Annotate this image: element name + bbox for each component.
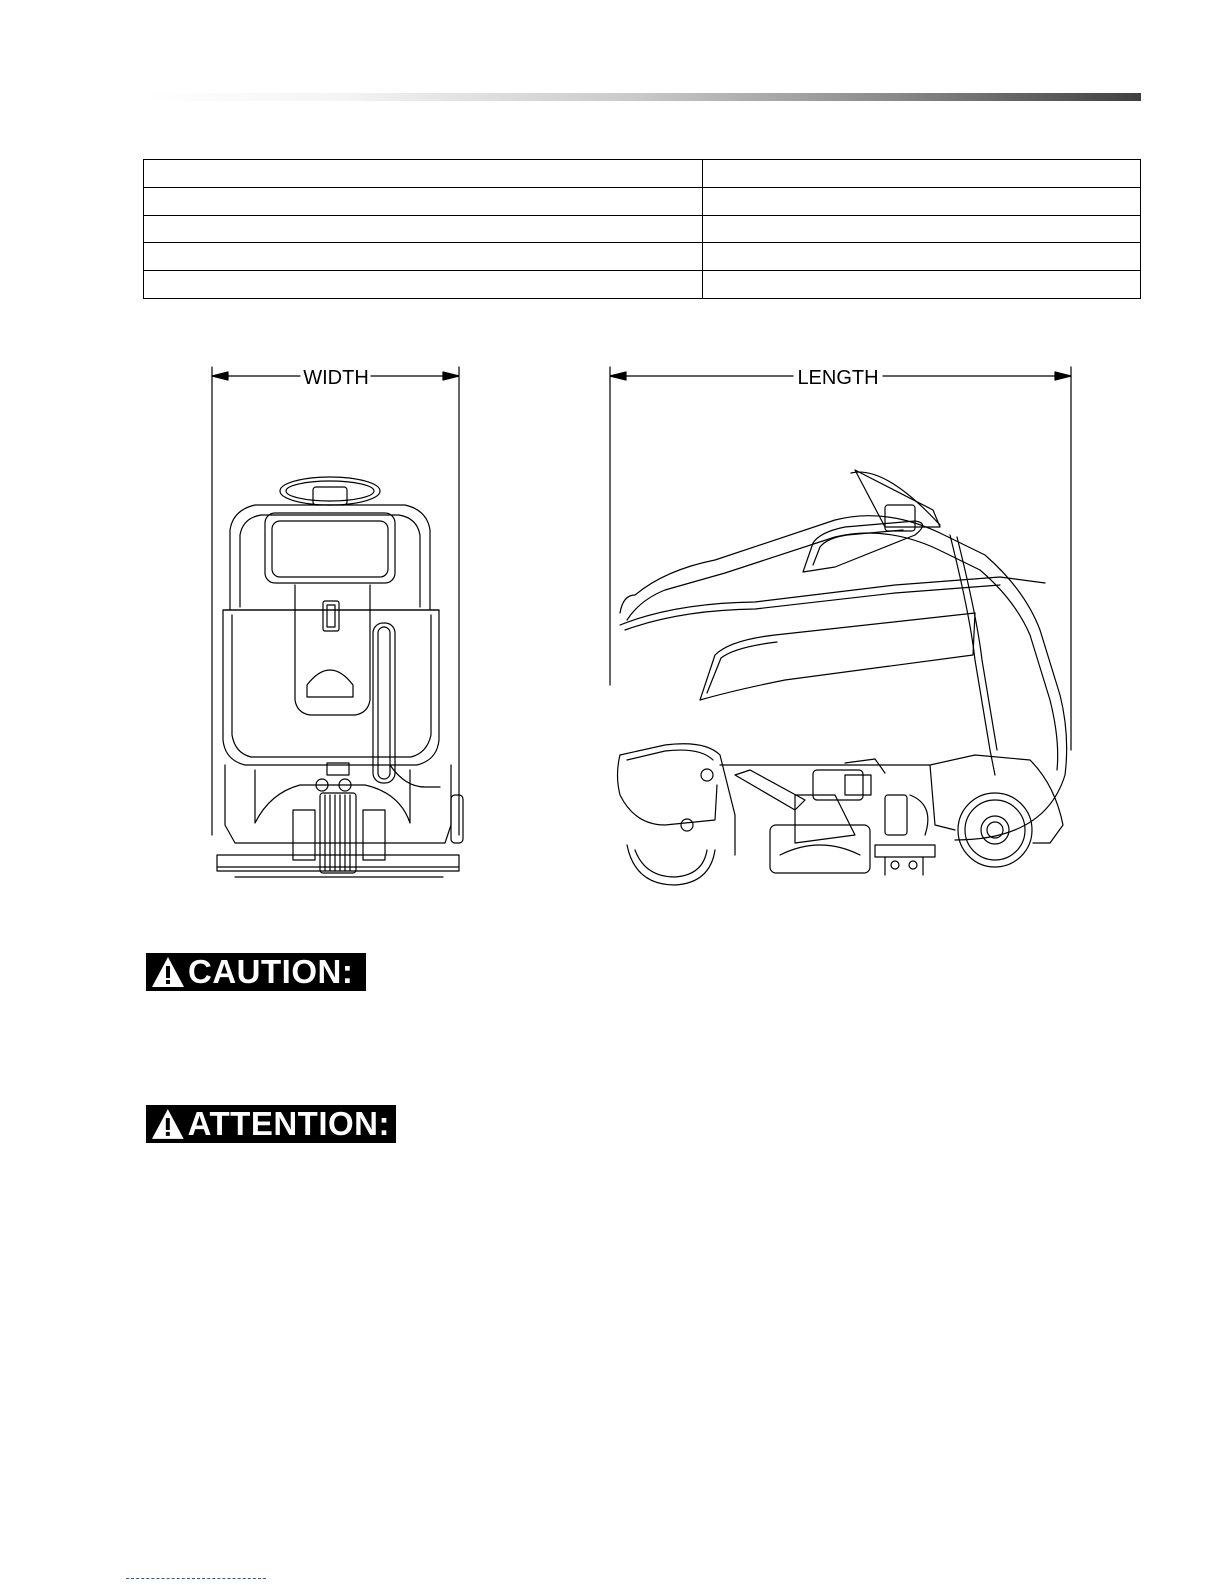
table-cell xyxy=(144,215,703,243)
table-cell xyxy=(703,271,1141,299)
table-row xyxy=(144,215,1141,243)
table-cell xyxy=(144,160,703,188)
table-row xyxy=(144,271,1141,299)
table-cell xyxy=(144,271,703,299)
table-cell xyxy=(144,243,703,271)
front-view-drawing xyxy=(217,477,463,877)
attention-label: ATTENTION: xyxy=(187,1105,390,1142)
attention-badge xyxy=(146,1105,396,1143)
width-label: WIDTH xyxy=(303,367,369,389)
table-cell xyxy=(703,243,1141,271)
caution-badge xyxy=(146,953,366,991)
table-row xyxy=(144,187,1141,215)
side-view-drawing xyxy=(618,470,1067,885)
header-gradient-rule xyxy=(143,93,1141,101)
table-row xyxy=(144,243,1141,271)
table-row xyxy=(144,160,1141,188)
warning-triangle-icon xyxy=(150,1107,186,1141)
footer-rule xyxy=(126,1578,266,1579)
length-label: LENGTH xyxy=(797,367,879,389)
length-dimension xyxy=(610,367,1071,750)
table-cell xyxy=(144,187,703,215)
table-cell xyxy=(703,187,1141,215)
spec-table xyxy=(143,159,1141,299)
table-cell xyxy=(703,215,1141,243)
machine-dimension-drawing xyxy=(195,355,1095,895)
warning-triangle-icon xyxy=(150,955,186,989)
caution-label: CAUTION: xyxy=(188,953,354,990)
table-cell xyxy=(703,160,1141,188)
